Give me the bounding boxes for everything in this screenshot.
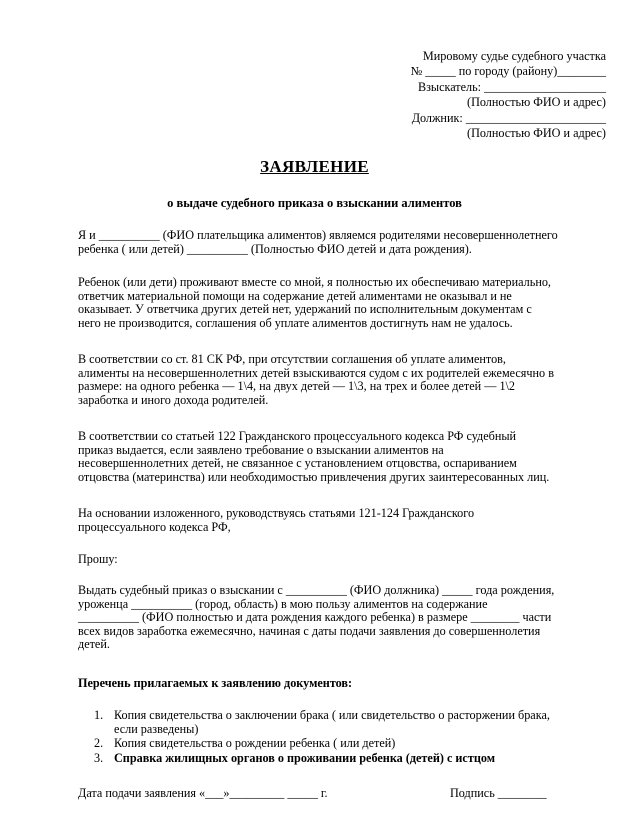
paragraph-line: уроженца __________ (город, область) в мою пользу алиментов на содержание	[78, 596, 488, 611]
paragraph-parents	[78, 229, 602, 256]
attachments-list	[94, 709, 604, 766]
attachment-item	[94, 709, 604, 737]
paragraph-line: оказывает. У ответчика других детей нет, удержаний по исполнительным документам с	[78, 302, 532, 317]
paragraph-line: него не производится, соглашения об уплате алиментов достигнуть нам не удалось.	[78, 315, 513, 330]
paragraph-line: Я и __________ (ФИО плательщика алиментов) являемся родителями несовершеннолетнего	[78, 228, 558, 242]
attachment-line: Копия свидетельства о заключении брака ( или свидетельство о расторжении брака,	[114, 708, 550, 722]
paragraph-line: ответчик материальной помощи на содержание детей алиментами не оказывал и не	[78, 288, 512, 303]
paragraph-line: всех видов заработка ежемесячно, начиная с даты подачи заявления до совершеннолетия	[78, 623, 541, 638]
attachments-heading: Перечень прилагаемых к заявлению документов:	[78, 676, 353, 690]
paragraph-art122	[78, 430, 602, 484]
paragraph-request	[78, 553, 602, 567]
attachment-number: 2.	[94, 736, 104, 751]
attachment-line: Копия свидетельства о рождении ребенка ( или детей)	[114, 736, 396, 751]
paragraph-living	[78, 276, 602, 330]
addressee-block	[384, 50, 606, 142]
paragraph-order	[78, 584, 602, 652]
attachment-line: если разведены)	[114, 722, 199, 737]
addressee-district: № _____ по городу (району)________	[410, 64, 606, 79]
attachment-line: Справка жилищных органов о проживании ребенка (детей) с истцом	[114, 750, 496, 765]
document-subtitle: о выдаче судебного приказа о взыскании алиментов	[167, 196, 462, 210]
paragraph-basis	[78, 507, 602, 534]
paragraph-line: В соответствии со статьей 122 Гражданского процессуального кодекса РФ судебный	[78, 429, 517, 443]
paragraph-line: __________ (ФИО полностью и дата рождения каждого ребенка) в размере ________ части	[78, 610, 552, 625]
claimant-line: Взыскатель: ____________________	[417, 79, 606, 94]
paragraph-line: приказ выдается, если заявлено требование о взыскании алиментов на	[78, 442, 444, 457]
paragraph-line: размере: на одного ребенка — 1\4, на двух детей — 1\3, на трех и более детей — 1\2	[78, 379, 516, 394]
paragraph-line: На основании изложенного, руководствуясь статьями 121-124 Гражданского	[78, 506, 475, 520]
debtor-hint: (Полностью ФИО и адрес)	[467, 125, 606, 140]
attachment-number: 1.	[94, 708, 104, 722]
paragraph-line: процессуального кодекса РФ,	[78, 519, 231, 534]
paragraph-line: Прошу:	[78, 552, 118, 566]
attachment-number: 3.	[94, 750, 104, 765]
signature-line: Подпись ________	[450, 786, 547, 800]
debtor-line: Должник: _______________________	[411, 110, 606, 125]
paragraph-line: заработка и иного дохода родителей.	[78, 392, 269, 407]
submission-date: Дата подачи заявления «___»_________ _____ г.	[78, 786, 328, 800]
addressee-court: Мировому судье судебного участка	[422, 49, 606, 63]
attachment-item	[94, 737, 604, 751]
paragraph-line: алименты на несовершеннолетних детей взыскиваются судом с их родителей ежемесячно в	[78, 365, 554, 380]
paragraph-line: ребенка ( или детей) __________ (Полностью ФИО детей и дата рождения).	[78, 241, 472, 256]
paragraph-line: В соответствии со ст. 81 СК РФ, при отсутствии соглашения об уплате алиментов,	[78, 352, 506, 366]
attachment-item	[94, 752, 604, 766]
paragraph-art81	[78, 353, 602, 407]
paragraph-line: детей.	[78, 637, 110, 652]
document-title: ЗАЯВЛЕНИЕ	[260, 157, 369, 176]
paragraph-line: Выдать судебный приказ о взыскании с __________ (ФИО должника) _____ года рождения,	[78, 583, 555, 597]
paragraph-line: отцовства (материнства) или необходимостью привлечения других заинтересованных лиц.	[78, 469, 550, 484]
paragraph-line: Ребенок (или дети) проживают вместе со мной, я полностью их обеспечиваю материально,	[78, 275, 551, 289]
paragraph-line: несовершеннолетних детей, не связанное с установлением отцовства, оспариванием	[78, 456, 517, 471]
claimant-hint: (Полностью ФИО и адрес)	[467, 95, 606, 110]
